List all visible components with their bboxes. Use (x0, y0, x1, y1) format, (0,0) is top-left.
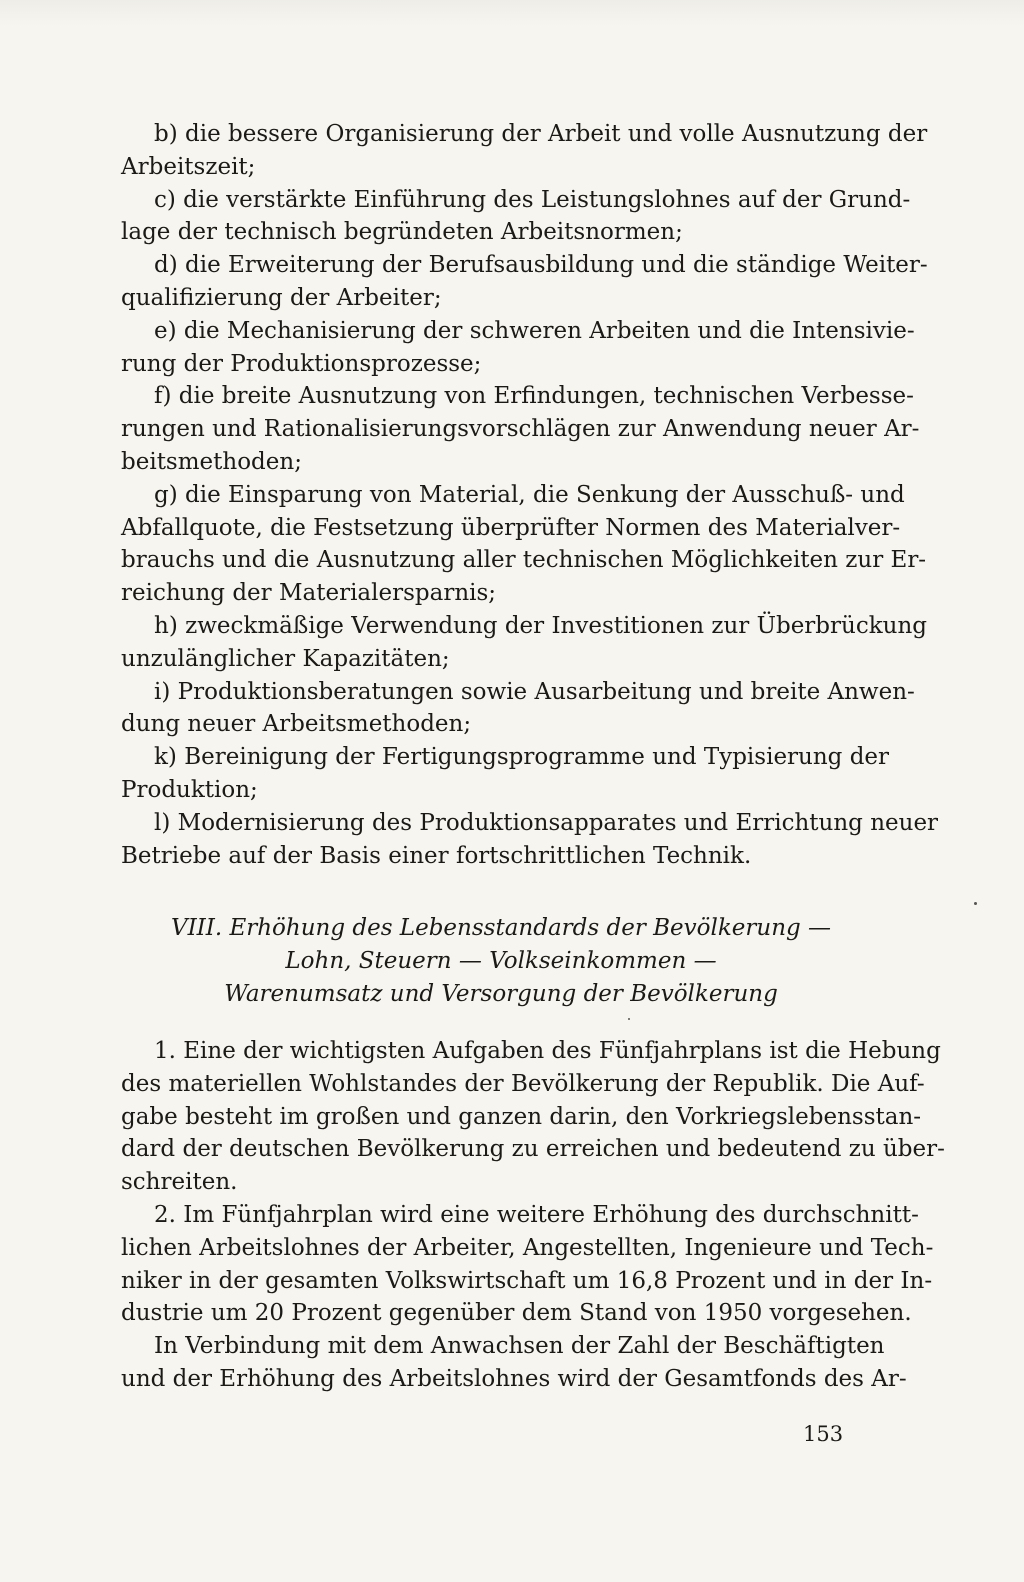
scan-speck (974, 902, 977, 905)
list-item-l-line-1: l) Modernisierung des Produktionsapparates und Errichtung neuer (154, 809, 939, 836)
paragraph-2-line-1: 2. Im Fünfjahrplan wird eine weitere Erhöhung des durchschnitt- (154, 1201, 919, 1228)
list-item-l-line-2: Betriebe auf der Basis einer fortschrittlichen Technik. (121, 842, 752, 869)
page-number: 153 (803, 1422, 844, 1446)
list-item-b-line-1: b) die bessere Organisierung der Arbeit und volle Ausnutzung der (154, 121, 928, 147)
list-item-i-line-1: i) Produktionsberatungen sowie Ausarbeitung und breite Anwen- (154, 678, 915, 705)
section-body (121, 1035, 945, 1396)
section-heading-line-1: VIII. Erhöhung des Lebensstandards der Bevölkerung — (170, 915, 832, 941)
list-item-d-line-2: qualifizierung der Arbeiter; (121, 284, 442, 311)
list-item-e-line-1: e) die Mechanisierung der schweren Arbeiten und die Intensivie- (154, 317, 915, 344)
list-item-h-line-2: unzulänglicher Kapazitäten; (121, 645, 450, 672)
list-item-g-line-4: reichung der Materialersparnis; (121, 580, 497, 607)
list-item-g-line-3: brauchs und die Ausnutzung aller technischen Möglichkeiten zur Er- (121, 547, 927, 574)
list-item-k-line-1: k) Bereinigung der Fertigungsprogramme und Typisierung der (154, 744, 890, 771)
list-item-g-line-1: g) die Einsparung von Material, die Senkung der Ausschuß- und (154, 481, 905, 508)
list-item-f-line-2: rungen und Rationalisierungsvorschlägen zur Anwendung neuer Ar- (121, 416, 920, 443)
paragraph-3-line-2: und der Erhöhung des Arbeitslohnes wird der Gesamtfonds des Ar- (121, 1365, 907, 1392)
paragraph-2-line-3: niker in der gesamten Volkswirtschaft um 16,8 Prozent und in der In- (121, 1267, 933, 1294)
paragraph-1-line-5: schreiten. (121, 1169, 238, 1196)
paragraph-1-line-3: gabe besteht im großen und ganzen darin, den Vorkriegslebensstan- (121, 1103, 922, 1130)
scan-speck (628, 1018, 630, 1020)
list-item-d-line-1: d) die Erweiterung der Berufsausbildung und die ständige Weiter- (154, 252, 928, 279)
list-item-f-line-3: beitsmethoden; (121, 448, 302, 475)
list-item-i-line-2: dung neuer Arbeitsmethoden; (121, 711, 472, 738)
paragraph-1-line-4: dard der deutschen Bevölkerung zu erreichen und bedeutend zu über- (121, 1136, 945, 1163)
list-item-c-line-2: lage der technisch begründeten Arbeitsnormen; (121, 219, 683, 246)
list-item-c-line-1: c) die verstärkte Einführung des Leistungslohnes auf der Grund- (154, 186, 911, 213)
list-item-e-line-2: rung der Produktionsprozesse; (121, 350, 482, 377)
section-heading-line-3: Warenumsatz und Versorgung der Bevölkerung (224, 980, 778, 1007)
list-item-g-line-2: Abfallquote, die Festsetzung überprüfter Normen des Materialver- (121, 514, 901, 541)
measures-list (121, 118, 939, 872)
paragraph-1-line-2: des materiellen Wohlstandes der Bevölkerung der Republik. Die Auf- (121, 1070, 925, 1097)
list-item-k-line-2: Produktion; (121, 776, 258, 803)
section-heading-line-2: Lohn, Steuern — Volkseinkommen — (285, 947, 717, 974)
paragraph-2-line-2: lichen Arbeitslohnes der Arbeiter, Angestellten, Ingenieure und Tech- (121, 1234, 934, 1261)
paragraph-3-line-1: In Verbindung mit dem Anwachsen der Zahl der Beschäftigten (154, 1333, 885, 1360)
paragraph-1-line-1: 1. Eine der wichtigsten Aufgaben des Fünfjahrplans ist die Hebung (154, 1038, 941, 1064)
section-heading (121, 912, 881, 1010)
list-item-f-line-1: f) die breite Ausnutzung von Erfindungen, technischen Verbesse- (154, 383, 914, 410)
paragraph-2-line-4: dustrie um 20 Prozent gegenüber dem Stand von 1950 vorgesehen. (121, 1300, 912, 1327)
list-item-h-line-1: h) zweckmäßige Verwendung der Investitionen zur Überbrückung (154, 612, 928, 639)
list-item-b-line-2: Arbeitszeit; (121, 153, 256, 180)
